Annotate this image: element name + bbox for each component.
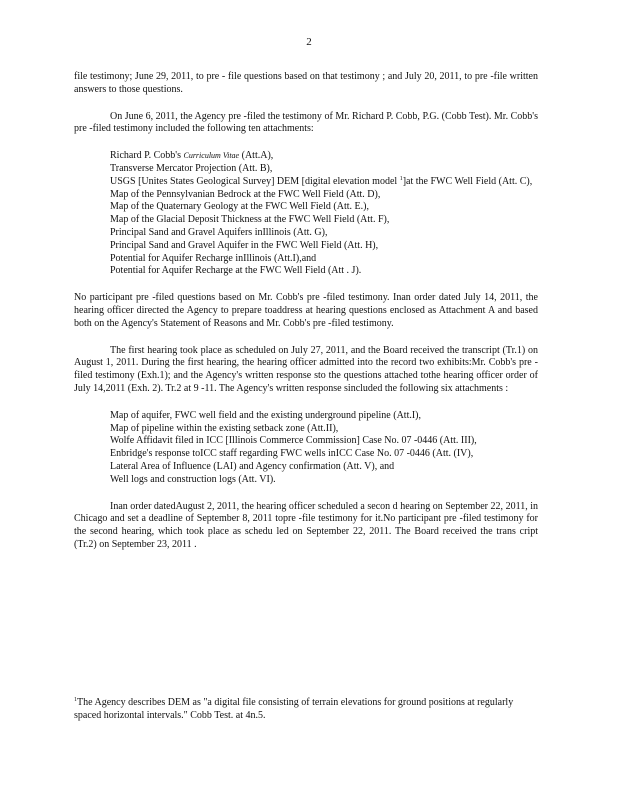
list-item: Map of pipeline within the existing setback zone (Att.II),: [110, 422, 339, 434]
paragraph-3: No participant pre -filed questions based on Mr. Cobb's pre -filed testimony. Inan order dated July 14, 2011, the hearing officer directed the Agency to prepare toaddress at hearing questions enclosed as Attachment A and based both on the Agency's Statement of Reasons and Mr. Cobb's pre -filed testimony.: [74, 292, 538, 329]
paragraph-4: The first hearing took place as scheduled on July 27, 2011, and the Board received the transcript (Tr.1) on August 1, 2011. During the first hearing, the hearing officer admitted into the record two exhibits:Mr. Cobb's pre -filed testimony (Exh.1); and the Agency's written response sto the questions attached tothe hearing officer order of July 14,2011 (Exh. 2). Tr.2 at 9 -11. The Agency's written response sincluded the following six attachments :: [74, 344, 538, 394]
footnote: [74, 696, 514, 722]
paragraph-1: file testimony; June 29, 2011, to pre - file questions based on that testimony ; and July 20, 2011, to pre -file written answers to those questions.: [74, 71, 538, 95]
paragraph-2: On June 6, 2011, the Agency pre -filed the testimony of Mr. Richard P. Cobb, P.G. (Cobb Test). Mr. Cobb's pre -filed testimony included the following ten attachments:: [74, 110, 538, 135]
list-item: Principal Sand and Gravel Aquifers inIllinois (Att. G),: [110, 226, 328, 238]
list-item: [110, 176, 538, 189]
list-item: Map of aquifer, FWC well field and the existing underground pipeline (Att.I),: [110, 409, 422, 421]
list-item: Well logs and construction logs (Att. VI).: [110, 473, 276, 485]
footnote-text: The Agency describes DEM as "a digital file consisting of terrain elevations for ground positions at regularly spaced horizontal intervals." Cobb Test. at 4n.5.: [74, 697, 514, 721]
footnote-marker: 1: [74, 697, 77, 703]
list-item: Map of the Quaternary Geology at the FWC Well Field (Att. E.),: [110, 201, 369, 213]
footnote-marker: 1: [399, 175, 403, 182]
attachment-text: (Att.A),: [239, 150, 274, 162]
attachment-list-agency: [74, 410, 538, 487]
paragraph-5: Inan order datedAugust 2, 2011, the hearing officer scheduled a secon d hearing on September 22, 2011, in Chicago and set a deadline of September 8, 2011 topre -file testimony for it.No participant pre -filed testimony for the second hearing, which took place as schedu led on September 22, 2011. The Board received the trans cript (Tr.2) on September 23, 2011 .: [74, 500, 538, 550]
list-item: Enbridge's response toICC staff regarding FWC wells inICC Case No. 07 -0446 (Att. (IV),: [110, 448, 474, 460]
attachment-list-cobb: [74, 150, 538, 278]
list-item: Lateral Area of Influence (LAI) and Agency confirmation (Att. V), and: [110, 460, 395, 472]
list-item: Transverse Mercator Projection (Att. B),: [110, 162, 273, 174]
list-item: Potential for Aquifer Recharge at the FWC Well Field (Att . J).: [110, 265, 362, 277]
attachment-text: USGS [Unites States Geological Survey] DEM [digital elevation model: [110, 175, 400, 187]
attachment-text: ]at the FWC Well Field (Att. C),: [402, 175, 533, 187]
list-item: Potential for Aquifer Recharge inIllinois (Att.I),and: [110, 252, 317, 264]
document-body: [74, 71, 538, 552]
page-number: 2: [306, 36, 312, 48]
attachment-italic-text: Curriculum Vitae: [183, 151, 240, 161]
list-item: Map of the Pennsylvanian Bedrock at the FWC Well Field (Att. D),: [110, 188, 381, 200]
list-item: Principal Sand and Gravel Aquifer in the FWC Well Field (Att. H),: [110, 239, 379, 251]
attachment-text: Richard P. Cobb's: [110, 150, 184, 162]
list-item: Map of the Glacial Deposit Thickness at the FWC Well Field (Att. F),: [110, 214, 390, 226]
list-item: [110, 150, 538, 163]
list-item: Wolfe Affidavit filed in ICC [Illinois Commerce Commission] Case No. 07 -0446 (Att. III),: [110, 435, 477, 447]
